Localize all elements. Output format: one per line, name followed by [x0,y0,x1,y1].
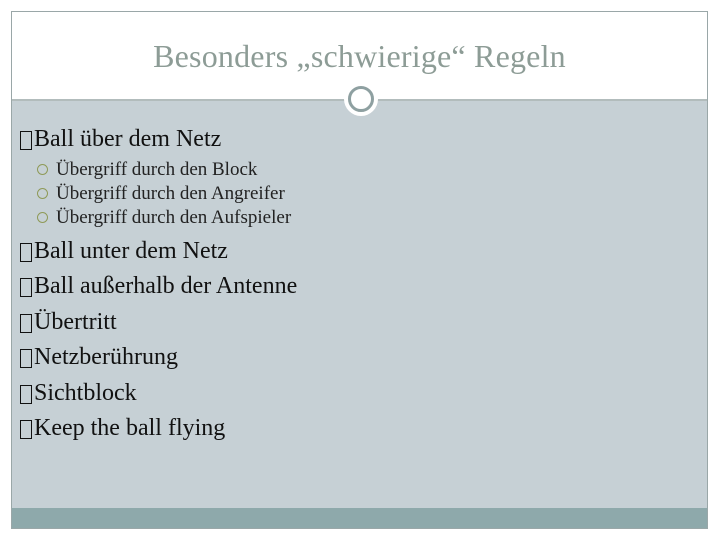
sub-item-label: Übergriff durch den Block [56,158,258,180]
list-item [20,269,297,305]
sub-item-label: Übergriff durch den Angreifer [56,182,285,204]
list-item [20,340,297,376]
sub-list [20,158,297,230]
ring-icon [344,82,378,116]
list-item [20,122,297,230]
square-box-icon [20,349,32,368]
circle-bullet-icon [37,188,48,199]
sub-item-label: Übergriff durch den Aufspieler [56,206,292,228]
sub-list-item [20,206,297,230]
list-item-label: Ball über dem Netz [34,126,222,153]
sub-list-item [20,182,297,206]
square-box-icon [20,131,32,150]
square-box-icon [20,385,32,404]
ring-inner [348,86,374,112]
list-item-label: Ball unter dem Netz [34,237,228,264]
list-item [20,376,297,412]
slide-title: Besonders „schwierige“ Regeln [153,38,566,74]
list-item-label: Übertritt [34,308,117,335]
square-box-icon [20,314,32,333]
bullet-list [20,122,297,447]
sub-list-item [20,158,297,182]
square-box-icon [20,420,32,439]
square-box-icon [20,278,32,297]
list-item-label: Sichtblock [34,379,137,406]
list-item [20,411,297,447]
square-box-icon [20,243,32,262]
list-item-label: Keep the ball flying [34,415,226,442]
list-item-label: Ball außerhalb der Antenne [34,273,298,300]
list-item-label: Netzberührung [34,344,178,371]
list-item [20,305,297,341]
circle-bullet-icon [37,164,48,175]
circle-bullet-icon [37,212,48,223]
footer-bar [12,508,707,528]
list-item [20,234,297,270]
